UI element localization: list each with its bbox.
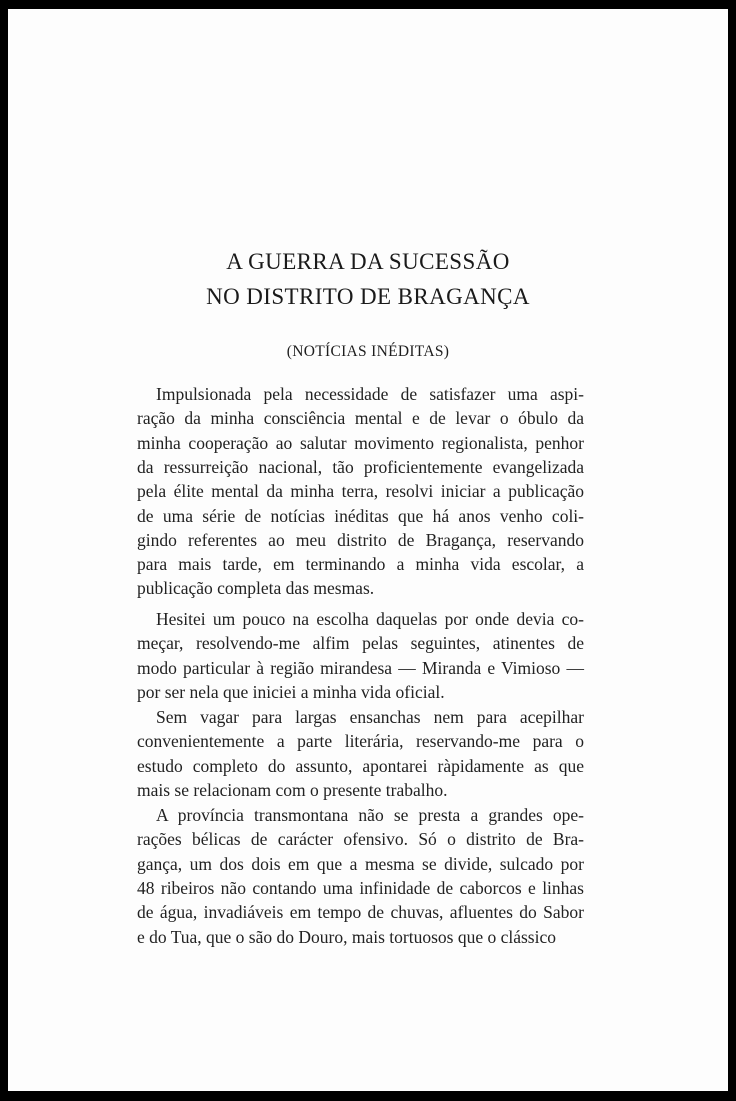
paragraph-2-line: Hesitei um pouco na escolha daquelas por onde devia co- [156, 609, 584, 629]
paragraph-4-line: A província transmontana não se presta a grandes ope- [156, 805, 584, 825]
paragraph-3-line: estudo completo do assunto, apontarei ràpidamente as que [137, 755, 584, 776]
paragraph-1-line: gindo referentes ao meu distrito de Bragança, reservando [137, 529, 584, 550]
paragraph-3-line: convenientemente a parte literária, reservando-me para o [137, 731, 584, 752]
paragraph-3-line: mais se relacionam com o presente trabalho. [137, 779, 448, 800]
paragraph-1-line: ração da minha consciência mental e de levar o óbulo da [137, 408, 584, 429]
paragraph-1-line: minha cooperação ao salutar movimento regionalista, penhor [137, 432, 584, 453]
book-page [8, 9, 728, 1091]
paragraph-2-line: meçar, resolvendo-me alfim pelas seguintes, atinentes de [137, 633, 584, 654]
paragraph-1-line: de uma série de notícias inéditas que há anos venho coli- [137, 505, 584, 526]
paragraph-1-line: para mais tarde, em terminando a minha vida escolar, a [137, 554, 584, 575]
paragraph-1-line: Impulsionada pela necessidade de satisfazer uma aspi- [156, 384, 584, 404]
title-line-1: A GUERRA DA SUCESSÃO [226, 249, 510, 274]
paragraph-1-line: publicação completa das mesmas. [137, 578, 375, 599]
title-line-2: NO DISTRITO DE BRAGANÇA [206, 284, 530, 309]
paragraph-4-line: de água, invadiáveis em tempo de chuvas, afluentes do Sabor [137, 902, 584, 923]
subtitle: (NOTÍCIAS INÉDITAS) [286, 343, 450, 360]
paragraph-4-line: gança, um dos dois em que a mesma se divide, sulcado por [137, 853, 584, 874]
paragraph-2-line: por ser nela que iniciei a minha vida oficial. [137, 681, 445, 702]
paragraph-2-line: modo particular à região mirandesa — Miranda e Vimioso — [137, 657, 584, 678]
paragraph-1-line: da ressurreição nacional, tão proficientemente evangelizada [137, 456, 584, 477]
paragraph-3-line: Sem vagar para largas ensanchas nem para acepilhar [156, 707, 584, 727]
paragraph-4-line: rações bélicas de carácter ofensivo. Só o distrito de Bra- [137, 829, 584, 850]
paragraph-4-line: e do Tua, que o são do Douro, mais tortuosos que o clássico [137, 926, 556, 947]
paragraph-4-line: 48 ribeiros não contando uma infinidade de caborcos e linhas [137, 877, 584, 898]
paragraph-1-line: pela élite mental da minha terra, resolvi iniciar a publicação [137, 481, 584, 502]
